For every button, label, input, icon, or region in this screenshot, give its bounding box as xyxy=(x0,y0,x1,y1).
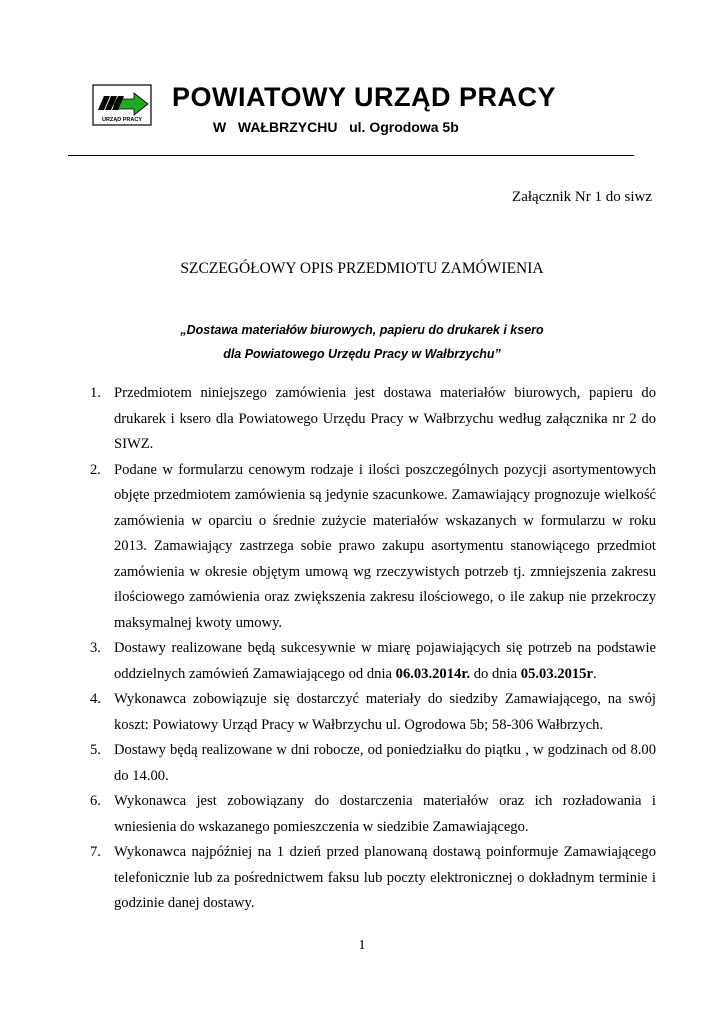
contract-subject xyxy=(0,318,724,366)
attachment-label: Załącznik Nr 1 do siwz xyxy=(512,189,652,205)
item-text-start: Dostawy realizowane będą sukcesywnie w miarę pojawiających się potrzeb na podstawie oddzielnych zamówień Zamawiającego od dnia xyxy=(114,640,656,682)
list-item xyxy=(90,789,656,840)
date-to: 05.03.2015r xyxy=(520,665,593,682)
subject-line-1: „Dostawa materiałów biurowych, papieru do drukarek i ksero xyxy=(180,323,544,337)
office-title: POWIATOWY URZĄD PRACY xyxy=(172,82,557,112)
item-number: 6. xyxy=(90,793,101,809)
requirements-list xyxy=(90,381,656,917)
logo-text: URZĄD PRACY xyxy=(101,117,143,123)
item-number: 1. xyxy=(90,385,101,401)
list-item xyxy=(90,687,656,738)
item-text-mid: do dnia xyxy=(470,665,521,682)
item-number: 2. xyxy=(90,461,101,478)
item-text xyxy=(114,640,656,682)
item-number: 4. xyxy=(90,691,101,707)
list-item xyxy=(90,840,656,917)
document-heading: SZCZEGÓŁOWY OPIS PRZEDMIOTU ZAMÓWIENIA xyxy=(180,260,544,277)
office-address: W WAŁBRZYCHU ul. Ogrodowa 5b xyxy=(213,119,459,135)
item-text: Wykonawca zobowiązuje się dostarczyć materiały do siedziby Zamawiającego, na swój koszt: Powiatowy Urząd Pracy w Wałbrzychu ul. Ogrodowa 5b; 58-306 Wałbrzych. xyxy=(114,691,656,733)
item-text: Wykonawca najpóźniej na 1 dzień przed planowaną dostawą poinformuje Zamawiającego telefonicznie lub za pośrednictwem faksu lub poczty elektronicznej o dokładnym terminie i godzinie danej dostawy. xyxy=(114,844,656,911)
subject-line-2: dla Powiatowego Urzędu Pracy w Wałbrzychu” xyxy=(223,347,501,361)
header-rule xyxy=(68,155,634,156)
office-logo xyxy=(92,84,152,126)
list-item xyxy=(90,458,656,637)
item-text: Dostawy będą realizowane w dni robocze, od poniedziałku do piątku , w godzinach od 8.00 do 14.00. xyxy=(114,742,656,784)
date-from: 06.03.2014r. xyxy=(395,665,471,682)
list-item xyxy=(90,381,656,458)
item-number: 5. xyxy=(90,742,101,758)
item-number: 3. xyxy=(90,640,101,656)
item-text-end: . xyxy=(592,665,597,682)
list-item xyxy=(90,636,656,687)
page-number: 1 xyxy=(358,938,366,953)
item-text: Podane w formularzu cenowym rodzaje i ilości poszczególnych pozycji asortymentowych objęte przedmiotem zamówienia są jedynie szacunkowe. Zamawiający prognozuje wielkość zamówienia w oparciu o średnie zużycie materiałów wskazanych w formularzu w roku 2013. Zamawiający zastrzega sobie prawo zakupu asortymentu stanowiącego przedmiot zamówienia w okresie objętym umową wg rzeczywistych potrzeb tj. zmniejszenia zakresu ilościowego zamówienia oraz zwiększenia zakresu ilościowego, o ile zakup nie przekroczy maksymalnej kwoty umowy. xyxy=(114,461,656,631)
item-text: Wykonawca jest zobowiązany do dostarczenia materiałów oraz ich rozładowania i wniesienia do wskazanego pomieszczenia w siedzibie Zamawiającego. xyxy=(114,793,656,835)
item-number: 7. xyxy=(90,844,101,860)
list-item xyxy=(90,738,656,789)
item-text: Przedmiotem niniejszego zamówienia jest dostawa materiałów biurowych, papieru do drukarek i ksero dla Powiatowego Urzędu Pracy w Wałbrzychu według załącznika nr 2 do SIWZ. xyxy=(114,385,656,452)
